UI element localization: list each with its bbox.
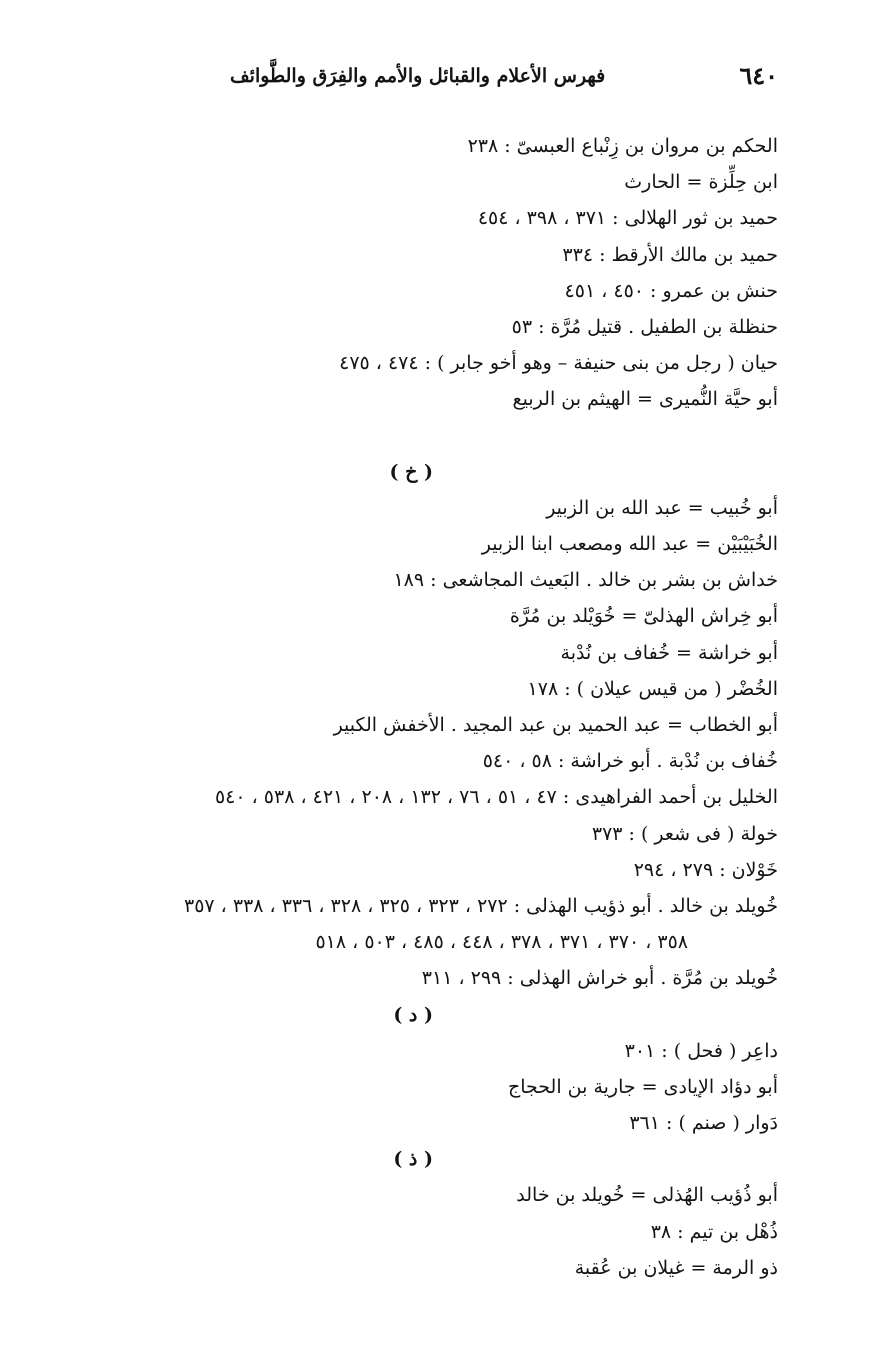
- section-heading-kha: ( خ ): [389, 460, 433, 483]
- index-entry: خَوْلان : ٢٧٩ ، ٢٩٤: [633, 858, 778, 881]
- page-number: ٦٤٠: [739, 61, 778, 90]
- index-entry: حنش بن عمرو : ٤٥٠ ، ٤٥١: [564, 279, 778, 302]
- index-entry: خُويلد بن مُرَّة . أبو خراش الهذلى : ٢٩٩ ، ٣١١: [421, 967, 778, 990]
- index-entry: الخُبَيْبَيْن = عبد الله ومصعب ابنا الزبير: [481, 533, 778, 556]
- index-entry: خُويلد بن خالد . أبو ذؤيب الهذلى : ٢٧٢ ، ٣٢٣ ، ٣٢٥ ، ٣٢٨ ، ٣٣٦ ، ٣٣٨ ، ٣٥٧: [184, 894, 778, 917]
- index-entry: خُفاف بن نُدْبة . أبو خراشة : ٥٨ ، ٥٤٠: [482, 750, 778, 773]
- index-entry: ذو الرمة = غيلان بن عُقبة: [574, 1256, 778, 1279]
- index-entry: حميد بن ثور الهلالى : ٣٧١ ، ٣٩٨ ، ٤٥٤: [477, 207, 778, 230]
- index-entry: داعِر ( فحل ) : ٣٠١: [624, 1039, 778, 1062]
- index-entries: [58, 128, 778, 1286]
- index-entry-continuation: ٣٥٨ ، ٣٧٠ ، ٣٧١ ، ٣٧٨ ، ٤٤٨ ، ٤٨٥ ، ٥٠٣ ، ٥١٨: [315, 931, 688, 954]
- section-heading-dal: ( د ): [393, 1003, 433, 1026]
- index-entry: أبو خِراش الهذلىّ = خُوَيْلد بن مُرَّة: [509, 605, 778, 628]
- index-entry: أبو الخطاب = عبد الحميد بن عبد المجيد . الأخفش الكبير: [333, 714, 778, 736]
- index-entry: الحكم بن مروان بن زِنْباع العبسىّ : ٢٣٨: [467, 135, 778, 157]
- index-entry: أبو خراشة = خُفاف بن نُدْبة: [560, 641, 778, 664]
- index-entry: ابن حِلِّزة = الحارث: [624, 171, 778, 194]
- section-heading-dhal: ( ذ ): [393, 1148, 433, 1171]
- index-entry: الخليل بن أحمد الفراهيدى : ٤٧ ، ٥١ ، ٧٦ ، ١٣٢ ، ٢٠٨ ، ٤٢١ ، ٥٣٨ ، ٥٤٠: [214, 786, 778, 809]
- index-entry: ذُهْل بن تيم : ٣٨: [650, 1220, 778, 1243]
- index-entry: دَوار ( صنم ) : ٣٦١: [629, 1112, 778, 1135]
- index-entry: أبو ذُؤيب الهُذلى = خُويلد بن خالد: [516, 1184, 778, 1207]
- index-entry: خولة ( فى شعر ) : ٣٧٣: [591, 822, 778, 845]
- index-entry: خداش بن بشر بن خالد . البَعيث المجاشعى : ١٨٩: [393, 569, 778, 592]
- index-entry: أبو حيَّة النُّميرى = الهيثم بن الربيع: [512, 388, 778, 411]
- page-header: [230, 58, 778, 94]
- index-entry: حميد بن مالك الأرقط : ٣٣٤: [562, 243, 778, 266]
- index-entry: أبو خُبيب = عبد الله بن الزبير: [546, 496, 778, 519]
- running-title: فهرس الأعلام والقبائل والأمم والفِرَق والطَّوائف: [230, 65, 606, 87]
- index-entry: حنظلة بن الطفيل . قتيل مُرَّة : ٥٣: [511, 315, 778, 338]
- index-entry: أبو دؤاد الإيادى = جارية بن الحجاج: [507, 1075, 778, 1098]
- index-entry: حيان ( رجل من بنى حنيفة – وهو أخو جابر ) : ٤٧٤ ، ٤٧٥: [339, 352, 778, 375]
- index-entry: الخُضْر ( من قيس عيلان ) : ١٧٨: [527, 677, 778, 700]
